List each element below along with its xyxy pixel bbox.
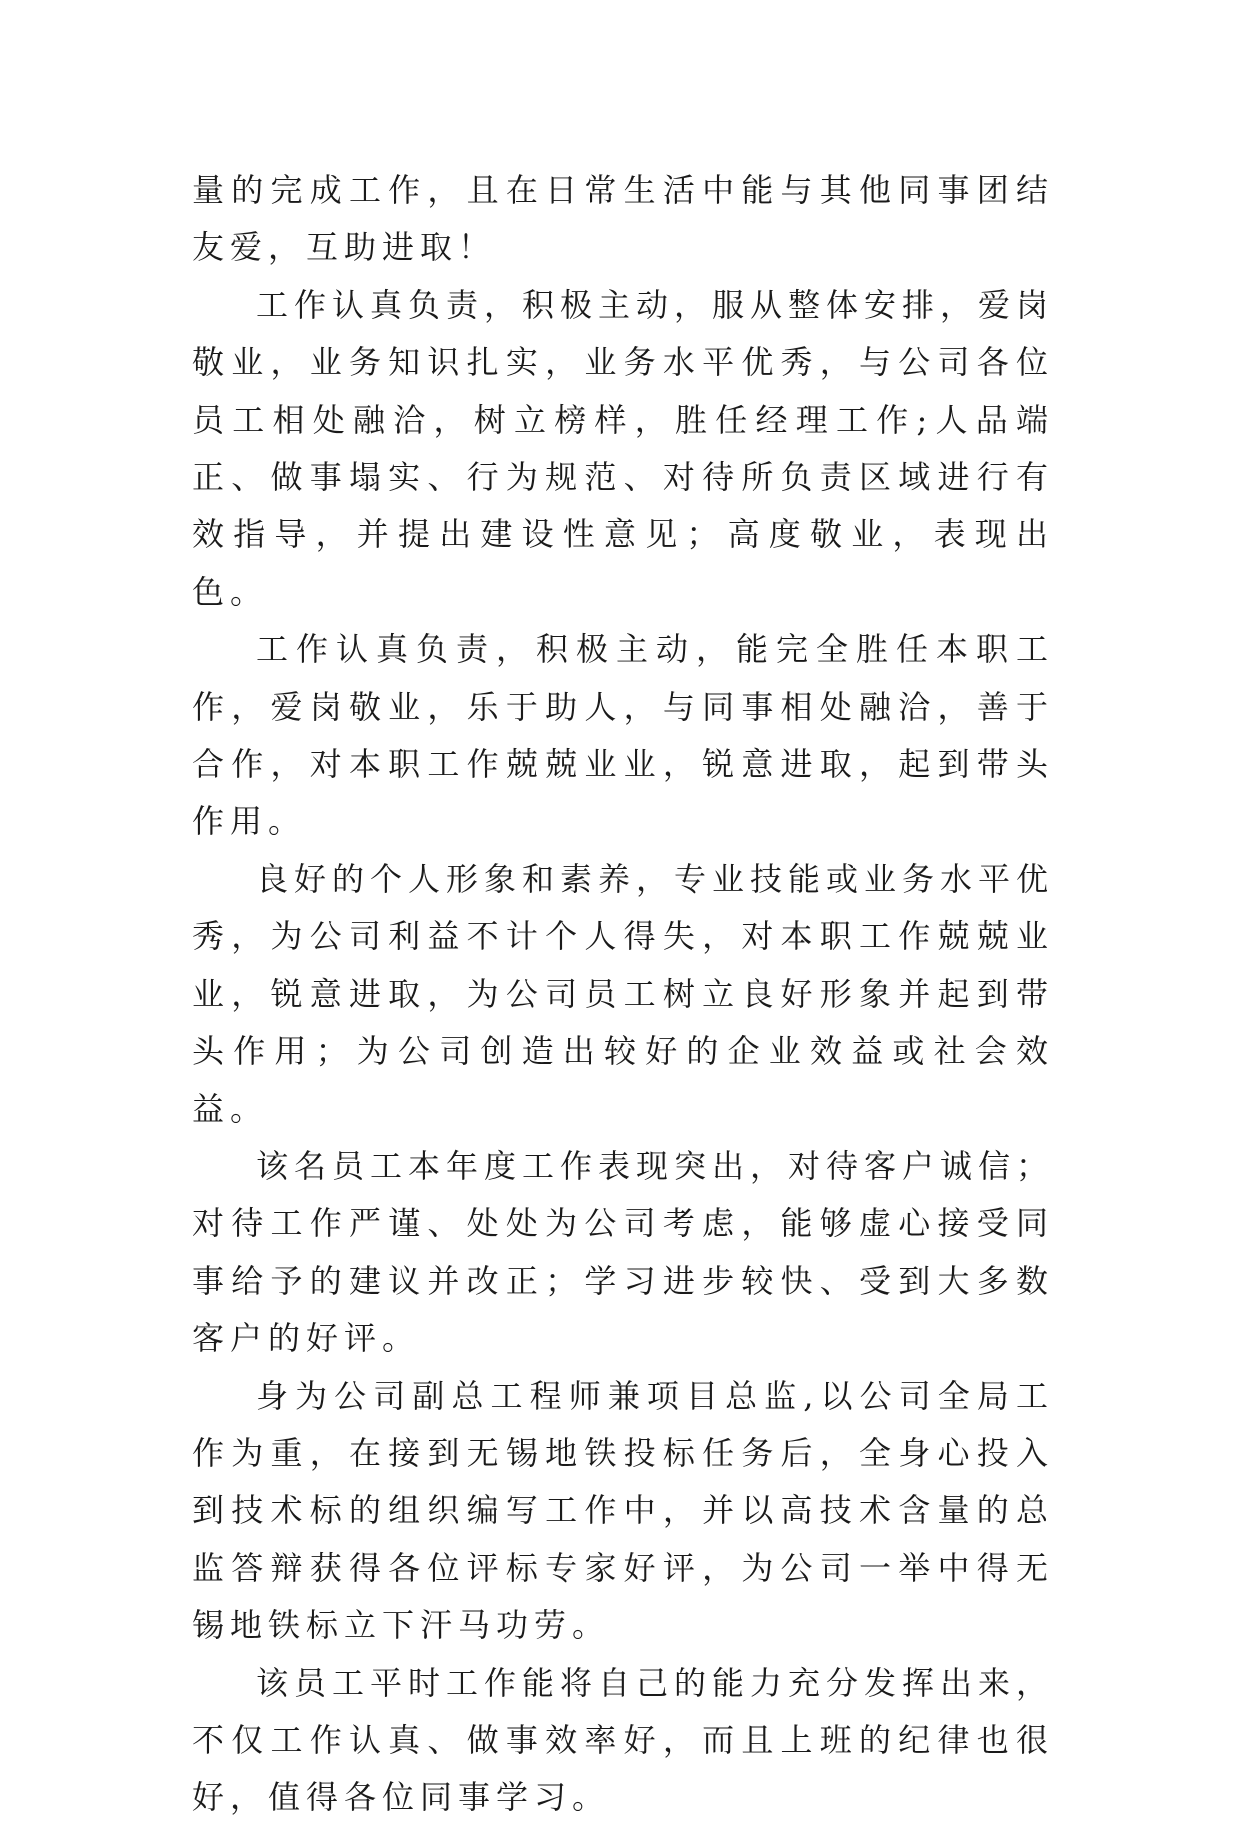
- paragraph-continuation: 量的完成工作，且在日常生活中能与其他同事团结友爱，互助进取！: [192, 171, 1054, 267]
- paragraph: 该名员工本年度工作表现突出，对待客户诚信；对待工作严谨、处处为公司考虑，能够虚心接受同事给予的建议并改正；学习进步较快、受到大多数客户的好评。: [192, 1146, 1055, 1358]
- paragraph: 工作认真负责，积极主动，能完全胜任本职工作，爱岗敬业，乐于助人，与同事相处融洽，善于合作，对本职工作兢兢业业，锐意进取，起到带头作用。: [192, 630, 1054, 841]
- paragraph: 身为公司副总工程师兼项目总监,以公司全局工作为重，在接到无锡地铁投标任务后，全身心投入到技术标的组织编写工作中，并以高技术含量的总监答辩获得各位评标专家好评，为公司一举中得无锡地铁标立下汗马功劳。: [192, 1376, 1054, 1645]
- paragraph: 工作认真负责，积极主动，服从整体安排，爱岗敬业，业务知识扎实，业务水平优秀，与公司各位员工相处融洽，树立榜样，胜任经理工作;人品端正、做事塌实、行为规范、对待所负责区域进行有效指导，并提出建设性意见；高度敬业，表现出色。: [192, 285, 1055, 611]
- paragraph: 该员工平时工作能将自己的能力充分发挥出来，不仅工作认真、做事效率好，而且上班的纪律也很好，值得各位同事学习。: [192, 1663, 1055, 1817]
- paragraph: 良好的个人形象和素养，专业技能或业务水平优秀，为公司利益不计个人得失，对本职工作兢兢业业，锐意进取，为公司员工树立良好形象并起到带头作用；为公司创造出较好的企业效益或社会效益。: [192, 859, 1055, 1128]
- document-body: [192, 162, 1054, 1827]
